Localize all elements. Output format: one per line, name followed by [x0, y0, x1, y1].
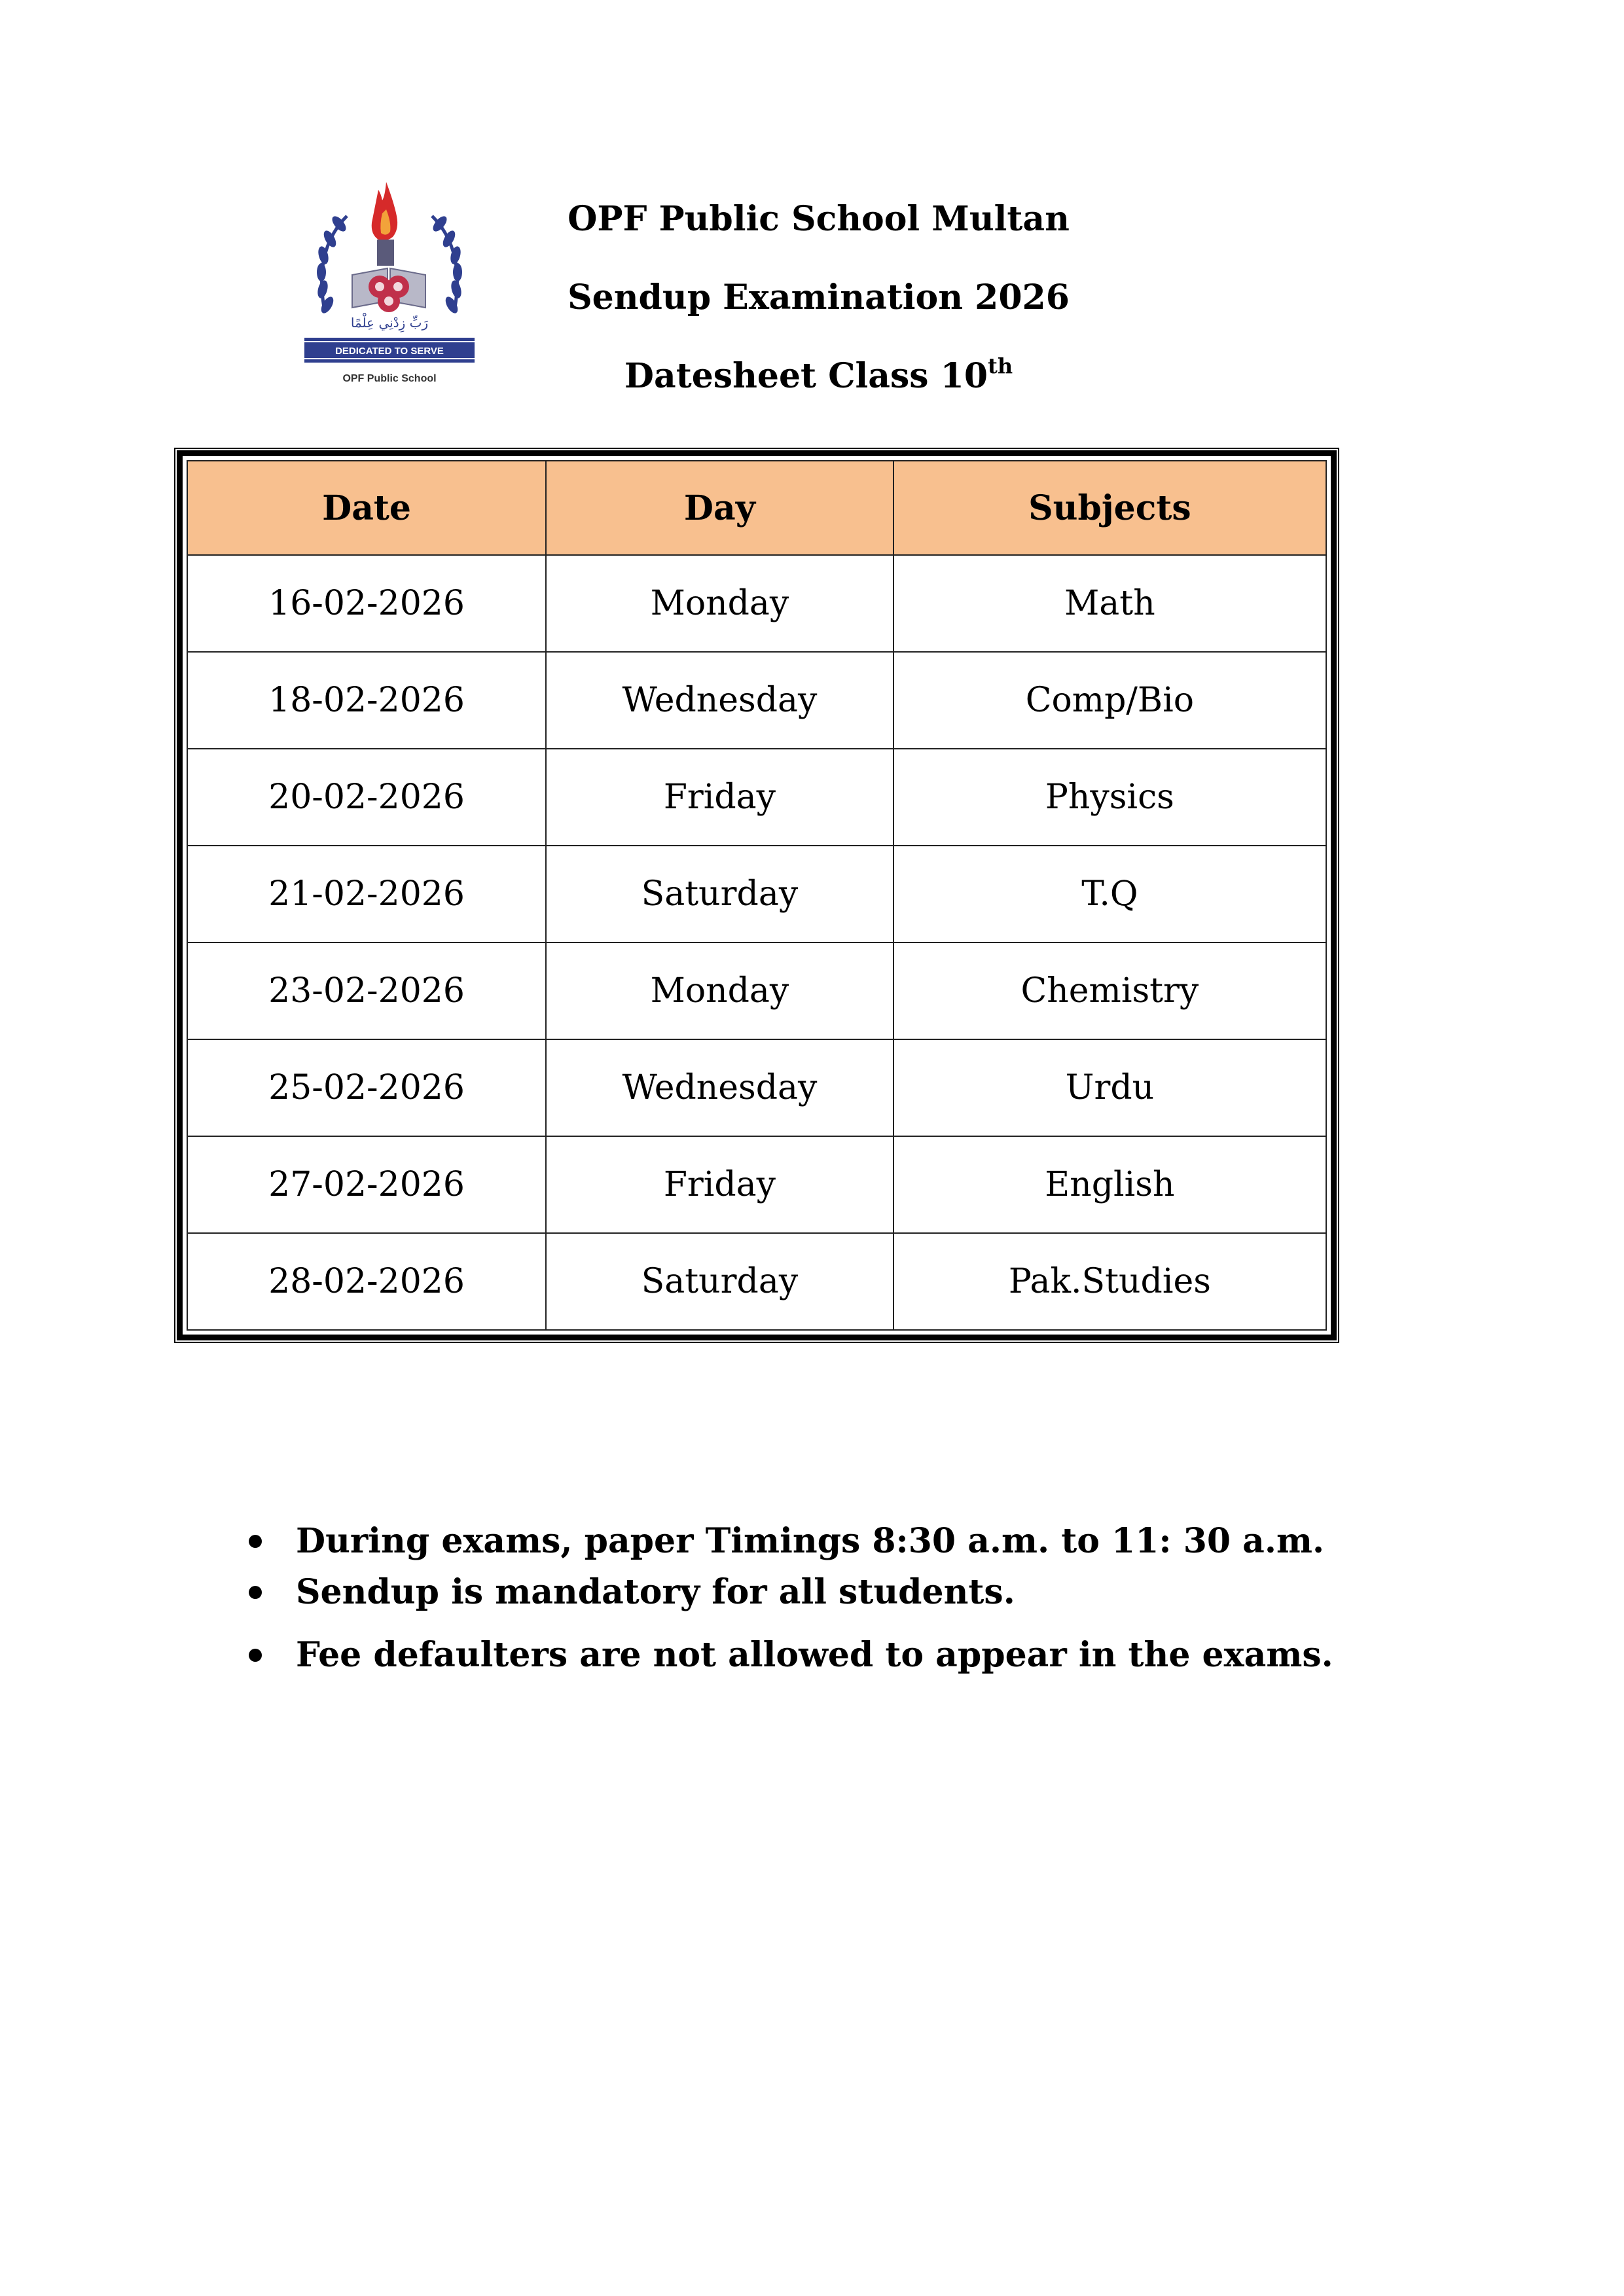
cell-day: Monday [546, 942, 893, 1039]
cell-date: 27-02-2026 [187, 1136, 546, 1233]
column-header-date: Date [187, 461, 546, 555]
cell-subject: T.Q [893, 846, 1326, 942]
cell-date: 20-02-2026 [187, 749, 546, 846]
school-name: OPF Public School Multan [568, 199, 1070, 239]
cell-date: 23-02-2026 [187, 942, 546, 1039]
column-header-subjects: Subjects [893, 461, 1326, 555]
list-item [242, 1636, 1333, 1675]
exam-title: Sendup Examination 2026 [568, 278, 1070, 317]
table-row [187, 846, 1326, 942]
table-row [187, 749, 1326, 846]
table-row [187, 555, 1326, 652]
column-header-day: Day [546, 461, 893, 555]
cell-day: Wednesday [546, 1039, 893, 1136]
logo-motto: رَبِّ زِدْنِي عِلْمًا [350, 315, 429, 331]
cell-date: 21-02-2026 [187, 846, 546, 942]
note-text: Sendup is mandatory for all students. [296, 1572, 1015, 1612]
cell-day: Friday [546, 749, 893, 846]
bullet-icon [249, 1649, 262, 1662]
cell-day: Saturday [546, 846, 893, 942]
cell-date: 18-02-2026 [187, 652, 546, 749]
datesheet-table-frame [177, 450, 1337, 1340]
table-row [187, 652, 1326, 749]
datesheet-title-text: Datesheet Class 10 [624, 356, 988, 396]
table-row [187, 1136, 1326, 1233]
cell-day: Friday [546, 1136, 893, 1233]
cell-subject: Urdu [893, 1039, 1326, 1136]
cell-subject: Pak.Studies [893, 1233, 1326, 1330]
bullet-icon [249, 1586, 262, 1599]
note-text: During exams, paper Timings 8:30 a.m. to 11: 30 a.m. [296, 1521, 1325, 1561]
notes-list [242, 1522, 1333, 1675]
datesheet-table [187, 460, 1327, 1331]
note-text: Fee defaulters are not allowed to appear in the exams. [296, 1635, 1333, 1675]
logo-caption: OPF Public School [342, 373, 437, 384]
cell-subject: Chemistry [893, 942, 1326, 1039]
list-item [242, 1522, 1333, 1561]
list-item [242, 1573, 1333, 1612]
datesheet-title [0, 353, 1624, 396]
logo-ribbon-text: DEDICATED TO SERVE [335, 346, 444, 357]
cell-day: Wednesday [546, 652, 893, 749]
cell-day: Saturday [546, 1233, 893, 1330]
cell-day: Monday [546, 555, 893, 652]
cell-date: 28-02-2026 [187, 1233, 546, 1330]
bullet-icon [249, 1535, 262, 1548]
datesheet-title-sup: th [988, 353, 1013, 378]
table-header-row [187, 461, 1326, 555]
cell-subject: English [893, 1136, 1326, 1233]
table-row [187, 1039, 1326, 1136]
cell-subject: Comp/Bio [893, 652, 1326, 749]
cell-date: 16-02-2026 [187, 555, 546, 652]
table-row [187, 1233, 1326, 1330]
cell-subject: Math [893, 555, 1326, 652]
table-row [187, 942, 1326, 1039]
cell-date: 25-02-2026 [187, 1039, 546, 1136]
torch-handle-icon [377, 240, 394, 266]
cell-subject: Physics [893, 749, 1326, 846]
